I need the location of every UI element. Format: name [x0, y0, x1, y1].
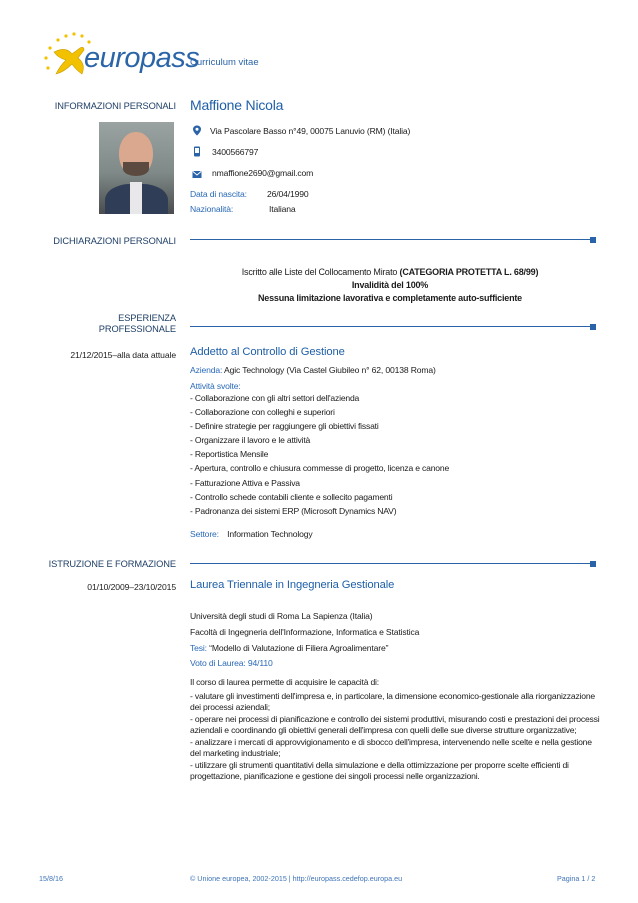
activities-label: Attività svolte:	[190, 381, 241, 391]
description-item: - analizzare i mercati di approvvigionamento e di sbocco dell'impresa, intervenendo nelle scelte e nella gestione del marketing industriale;	[190, 737, 592, 758]
declaration-line-1-normal: Iscritto alle Liste del Collocamento Mirato	[241, 267, 400, 277]
description-intro: Il corso di laurea permette di acquisire le capacità di:	[190, 677, 379, 687]
section-label-personal: INFORMAZIONI PERSONALI	[54, 101, 176, 111]
description-item: - operare nei processi di pianificazione e controllo dei sistemi produttivi, misurando costi e prestazioni dei processi aziendali e coordinando gli obiettivi generali dell'impresa con quelli delle sue diverse strutture organizzative;	[190, 714, 600, 735]
nationality-value: Italiana	[269, 204, 296, 214]
thesis-row: Tesi: “Modello di Valutazione di Filiera Agroalimentare”	[190, 643, 389, 653]
activity-item: - Collaborazione con colleghi e superiori	[190, 407, 335, 418]
nationality-row	[190, 204, 296, 214]
degree-title: Laurea Triennale in Ingegneria Gestionale	[190, 579, 395, 591]
footer-page-number: Pagina 1 / 2	[557, 874, 596, 883]
profile-photo	[99, 122, 174, 214]
activities-list	[190, 391, 449, 518]
nationality-label: Nazionalità:	[190, 204, 234, 214]
declaration-line-3: Nessuna limitazione lavorativa e completamente auto-sufficiente	[258, 293, 522, 303]
section-divider	[190, 563, 590, 564]
experience-dates: 21/12/2015–alla data attuale	[70, 350, 176, 360]
description-item: - valutare gli investimenti dell'impresa e, in particolare, la dimensione economico-gestionale alla riorganizzazione dei processi aziendali;	[190, 691, 596, 712]
section-divider	[190, 326, 590, 327]
footer-date: 15/8/16	[39, 874, 63, 883]
birth-row	[190, 189, 309, 199]
section-label-experience: ESPERIENZA PROFESSIONALE	[98, 313, 176, 334]
footer-copyright[interactable]: © Unione europea, 2002-2015 | http://europass.cedefop.europa.eu	[190, 874, 403, 883]
europass-logo	[36, 30, 200, 82]
email-icon	[192, 169, 202, 180]
grade-row: Voto di Laurea: 94/110	[190, 658, 273, 668]
declaration-line-1-bold: (CATEGORIA PROTETTA L. 68/99)	[399, 267, 539, 277]
activity-item: - Padronanza dei sistemi ERP (Microsoft Dynamics NAV)	[190, 505, 397, 516]
university-text: Università degli studi di Roma La Sapienza (Italia)	[190, 611, 373, 621]
logo-text: europass	[84, 42, 200, 74]
declaration-block	[190, 266, 590, 305]
birth-value: 26/04/1990	[267, 189, 309, 199]
activity-item: - Apertura, controllo e chiusura commesse di progetto, licenza e canone	[190, 463, 450, 474]
declaration-line-1	[190, 266, 590, 279]
phone-icon	[192, 146, 202, 157]
activity-item: - Fatturazione Attiva e Passiva	[190, 477, 300, 488]
activity-item: - Collaborazione con gli altri settori dell'azienda	[190, 393, 360, 403]
section-label-education: ISTRUZIONE E FORMAZIONE	[48, 559, 176, 569]
company-row: Azienda: Agic Technology (Via Castel Giubileo n° 62, 00138 Roma)	[190, 365, 436, 375]
description-item: - utilizzare gli strumenti quantitativi della simulazione e della ottimizzazione per proporre scelte efficienti di progettazione, pianificazione e gestione dei singoli processi nelle organizzazioni.	[190, 760, 569, 781]
location-pin-icon	[192, 125, 202, 136]
activity-item: - Definire strategie per raggiungere gli obiettivi fissati	[190, 421, 379, 432]
job-title: Addetto al Controllo di Gestione	[190, 346, 345, 358]
birth-label: Data di nascita:	[190, 189, 247, 199]
sector-row: Settore: Information Technology	[190, 529, 313, 539]
section-divider	[190, 239, 590, 240]
candidate-name: Maffione Nicola	[190, 97, 284, 113]
email-text[interactable]: nmaffione2690@gmail.com	[212, 168, 314, 178]
education-description	[190, 677, 600, 783]
declaration-line-2: Invalidità del 100%	[351, 280, 429, 290]
section-label-declarations: DICHIARAZIONI PERSONALI	[53, 236, 176, 246]
activity-item: - Organizzare il lavoro e le attività	[190, 435, 311, 446]
faculty-text: Facoltà di Ingegneria dell'Informazione, Informatica e Statistica	[190, 627, 420, 637]
education-dates: 01/10/2009–23/10/2015	[87, 582, 176, 592]
phone-text[interactable]: 3400566797	[212, 147, 259, 157]
address-text: Via Pascolare Basso n°49, 00075 Lanuvio (RM) (Italia)	[210, 126, 411, 136]
activity-item: - Controllo schede contabili cliente e sollecito pagamenti	[190, 491, 393, 502]
document-title: Curriculum vitae	[190, 57, 259, 68]
activity-item: - Reportistica Mensile	[190, 449, 269, 460]
